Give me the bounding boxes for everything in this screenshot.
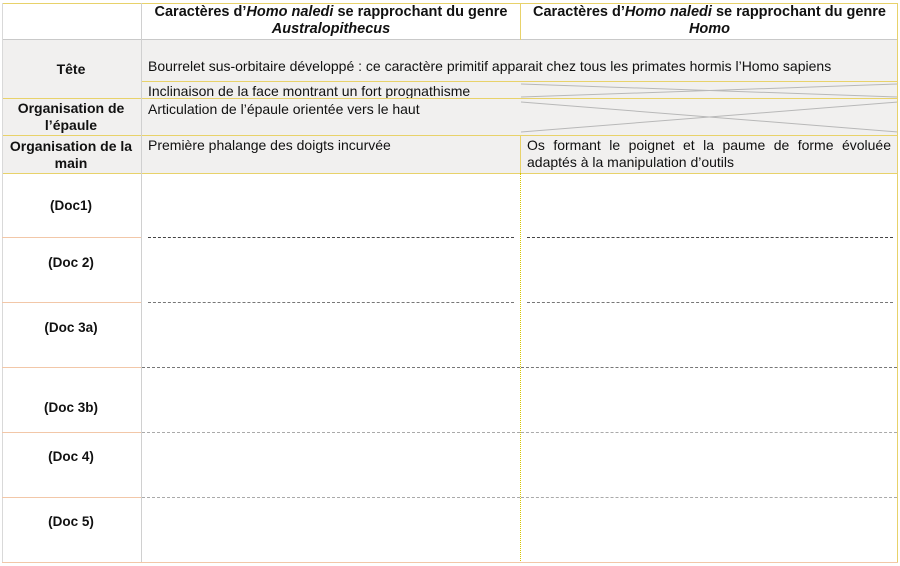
row-label-main: Organisation de la main [2,136,140,173]
line-tete-sub [142,81,898,82]
main-homo-text: Os formant le poignet et la paume de forme évoluée adaptés à la manipulation d’outils [527,137,891,170]
vline-col2-mid [520,136,521,173]
line-table-bottom [2,562,898,563]
doc-cell-homo-1[interactable] [521,174,897,237]
doc-label-1: (Doc1) [49,198,92,213]
line-header-bottom [2,39,898,40]
line-epaule-bottom [2,135,898,136]
tete-shared-text: Bourrelet sus-orbitaire développé : ce caractère primitif apparait chez tous les primates hormis l’Homo sapiens [148,58,832,74]
doc-cell-austr-5[interactable] [142,498,520,562]
doc-cell-austr-4[interactable] [142,433,520,497]
doc-cell-homo-2[interactable] [521,238,897,302]
doc-label-2: (Doc 2) [48,254,94,270]
header-homo: Caractères d’Homo naledi se rapprochant du genre Homo [521,4,898,40]
line-doc3a-left [2,367,141,368]
line-header-top [2,3,898,4]
doc-label-5: (Doc 5) [48,513,94,529]
header-austr: Caractères d’Homo naledi se rapprochant du genre Australopithecus [142,4,520,40]
doc-cell-austr-3b[interactable] [142,368,520,432]
crossed-empty-cell-epaule [521,99,898,135]
doc-label-3b: (Doc 3b) [44,399,98,415]
row-label-epaule: Organisation de l’épaule [2,99,140,135]
vline-col2-top [520,3,521,40]
doc-label-4: (Doc 4) [48,448,94,464]
doc-cell-austr-1[interactable] [142,174,520,237]
doc-label-3a: (Doc 3a) [44,319,98,335]
line-tete-bottom [2,98,898,99]
main-austr-text: Première phalange des doigts incurvée [148,137,391,153]
epaule-austr-text: Articulation de l’épaule orientée vers le haut [148,101,420,117]
doc-cell-austr-2[interactable] [142,238,520,302]
row-label-tete: Tête [2,40,140,98]
doc-cell-austr-3a[interactable] [142,303,520,367]
doc-cell-homo-3a[interactable] [521,303,897,367]
crossed-empty-cell-tete [521,82,898,99]
doc-cell-homo-3b[interactable] [521,368,897,432]
doc-cell-homo-5[interactable] [521,498,897,562]
tete-austr-text: Inclinaison de la face montrant un fort prognathisme [148,83,471,99]
vline-right [897,3,898,563]
doc-cell-homo-4[interactable] [521,433,897,497]
